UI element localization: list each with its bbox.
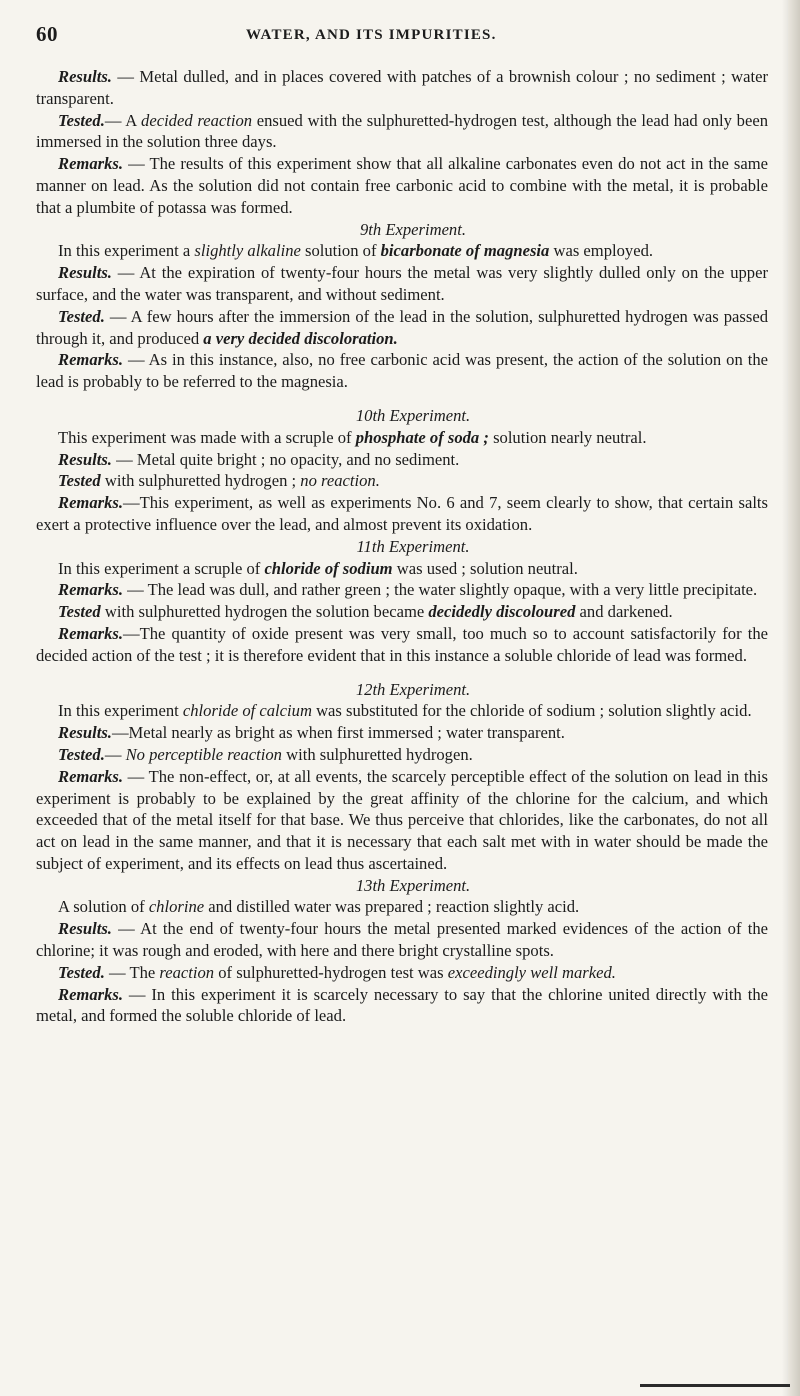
exp11-intro-post: was used ; solution neutral. (392, 558, 578, 578)
page-body (36, 66, 768, 1027)
tested-text-pre: — A (104, 110, 142, 130)
page-number: 60 (36, 22, 58, 46)
exp10-remarks (36, 492, 768, 536)
exp9-tested (36, 306, 768, 350)
tested-text-pre: — A few hours after the immersion of the lead in the solution, sulphuretted hydrogen was passed through it, and produced (36, 306, 768, 348)
exp9-intro (36, 240, 768, 262)
exp10-results (36, 449, 768, 471)
exp11-remarks-first (36, 579, 768, 601)
exp9-intro-pre: In this experiment a (58, 241, 195, 261)
results-text: —Metal nearly as bright as when first immersed ; water transparent. (111, 723, 565, 743)
exp11-intro-em: chloride of sodium (264, 558, 393, 578)
remarks-text: —The quantity of oxide present was very small, too much so to account satisfactorily for the decided action of the test ; it is therefore evident that in this instance a soluble chloride of lead was formed. (36, 623, 768, 665)
exp9-results (36, 262, 768, 306)
exp12-intro-post: was substituted for the chloride of sodium ; solution slightly acid. (311, 701, 752, 721)
exp13-intro (36, 896, 768, 918)
intro-remarks (36, 153, 768, 218)
results-label: Results. (58, 263, 112, 283)
tested-emphasis-2: exceedingly well marked. (447, 962, 616, 982)
exp13-intro-pre: A solution of (58, 897, 149, 917)
exp12-intro-pre: In this experiment (58, 701, 183, 721)
remarks-label: Remarks. (58, 623, 123, 643)
heading-10th-experiment: 10th Experiment. (355, 405, 471, 425)
tested-text-post: ensued with the sulphuretted-hydrogen test, although the lead had only been immersed in the solution three days. (36, 110, 768, 152)
tested-text-pre: with sulphuretted hydrogen the solution became (100, 602, 429, 622)
tested-label: Tested (58, 471, 101, 491)
results-label: Results. (58, 449, 112, 469)
results-text: — Metal quite bright ; no opacity, and no sediment. (111, 449, 460, 469)
remarks-label: Remarks. (58, 154, 123, 174)
exp12-intro-em: chloride of calcium (182, 701, 312, 721)
remarks-label: Remarks. (58, 493, 123, 513)
remarks-label: Remarks. (58, 350, 123, 370)
exp13-remarks (36, 984, 768, 1028)
remarks-text: —This experiment, as well as experiments No. 6 and 7, seem clearly to show, that certain salts exert a protective influence over the lead, and almost prevent its oxidation. (36, 493, 768, 534)
tested-text-pre: — The (104, 962, 160, 982)
exp11-intro (36, 558, 768, 580)
exp11-remarks-second (36, 623, 768, 667)
tested-label: Tested. (58, 110, 105, 130)
tested-emphasis: decided reaction (141, 110, 253, 130)
tested-text-post: with sulphuretted hydrogen. (281, 744, 473, 764)
exp13-intro-post: and distilled water was prepared ; reaction slightly acid. (204, 897, 580, 917)
bottom-rule (640, 1384, 790, 1387)
exp9-intro-em1: slightly alkaline (194, 241, 301, 261)
exp9-intro-mid: solution of (300, 241, 381, 261)
tested-text-pre: — (104, 744, 126, 764)
running-title: WATER, AND ITS IMPURITIES. (246, 27, 497, 43)
tested-text-pre: with sulphuretted hydrogen ; (100, 471, 301, 491)
page-edge (788, 0, 800, 1396)
results-text: — At the expiration of twenty-four hours the metal was very slightly dulled only on the upper surface, and the water was transparent, and without sediment. (36, 263, 768, 304)
remarks-label: Remarks. (58, 766, 123, 786)
exp10-intro-pre: This experiment was made with a scruple of (58, 427, 356, 447)
exp13-results (36, 918, 768, 962)
tested-emphasis-1: reaction (159, 962, 215, 982)
tested-label: Tested (58, 602, 101, 622)
heading-9th-experiment: 9th Experiment. (360, 219, 466, 239)
tested-emphasis: No perceptible reaction (125, 744, 282, 764)
results-label: Results. (58, 723, 112, 743)
remarks-text: — The results of this experiment show that all alkaline carbonates even do not act in the same manner on lead. As the solution did not contain free carbonic acid to combine with the metal, it is probable that a plumbite of potassa was formed. (36, 154, 768, 217)
tested-emphasis: a very decided discoloration. (203, 328, 398, 348)
exp12-tested (36, 744, 768, 766)
tested-text-post: and darkened. (575, 602, 673, 622)
exp10-intro (36, 427, 768, 449)
tested-label: Tested. (58, 744, 105, 764)
exp12-remarks (36, 766, 768, 875)
exp13-intro-em: chlorine (148, 897, 205, 917)
exp9-intro-em2: bicarbonate of magnesia (380, 241, 550, 261)
exp9-remarks (36, 349, 768, 393)
exp12-results (36, 722, 768, 744)
results-text: — At the end of twenty-four hours the metal presented marked evidences of the action of the chlorine; it was rough and eroded, with here and there bright crystalline spots. (36, 919, 768, 961)
tested-label: Tested. (58, 962, 105, 982)
remarks-text: — The non-effect, or, at all events, the scarcely perceptible effect of the solution on lead in this experiment is probably to be explained by the great affinity of the chlorine for the calcium, and which exceeded that of the metal itself for that base. We thus perceive that chlorides, like the carbonates, do not all act on lead in the same manner, and that it is necessary that each salt met with in water should be made the subject of experiment, and its effects on lead thus ascertained. (36, 766, 768, 873)
exp12-intro (36, 700, 768, 722)
exp13-tested (36, 962, 768, 984)
intro-tested (36, 110, 768, 154)
spacer (36, 393, 768, 405)
intro-results (36, 66, 768, 110)
remarks-label: Remarks. (58, 984, 123, 1004)
heading-12th-experiment: 12th Experiment. (355, 679, 471, 699)
exp10-intro-post: solution nearly neutral. (488, 427, 647, 447)
remarks-text: — In this experiment it is scarcely necessary to say that the chlorine united directly with the metal, and formed the soluble chloride of lead. (36, 984, 768, 1026)
exp11-tested (36, 601, 768, 623)
remarks-label: Remarks. (58, 580, 123, 600)
heading-11th-experiment: 11th Experiment. (356, 536, 470, 556)
exp10-tested (36, 470, 768, 492)
exp9-intro-post: was employed. (549, 241, 654, 261)
results-label: Results. (58, 919, 112, 939)
heading-13th-experiment: 13th Experiment. (355, 875, 471, 895)
tested-text-mid: of sulphuretted-hydrogen test was (214, 962, 448, 982)
tested-label: Tested. (58, 306, 105, 326)
remarks-text: — The lead was dull, and rather green ; the water slightly opaque, with a very little precipitate. (123, 580, 758, 600)
tested-emphasis: no reaction. (300, 471, 380, 491)
tested-emphasis: decidedly discoloured (428, 602, 576, 622)
exp10-intro-em: phosphate of soda ; (355, 427, 489, 447)
exp11-intro-pre: In this experiment a scruple of (58, 558, 265, 578)
results-text: — Metal dulled, and in places covered with patches of a brownish colour ; no sediment ; water transparent. (36, 67, 768, 108)
page-header (36, 22, 776, 48)
remarks-text: — As in this instance, also, no free carbonic acid was present, the action of the solution on the lead is probably to be referred to the magnesia. (36, 350, 768, 392)
spacer (36, 667, 768, 679)
results-label: Results. (58, 67, 112, 86)
